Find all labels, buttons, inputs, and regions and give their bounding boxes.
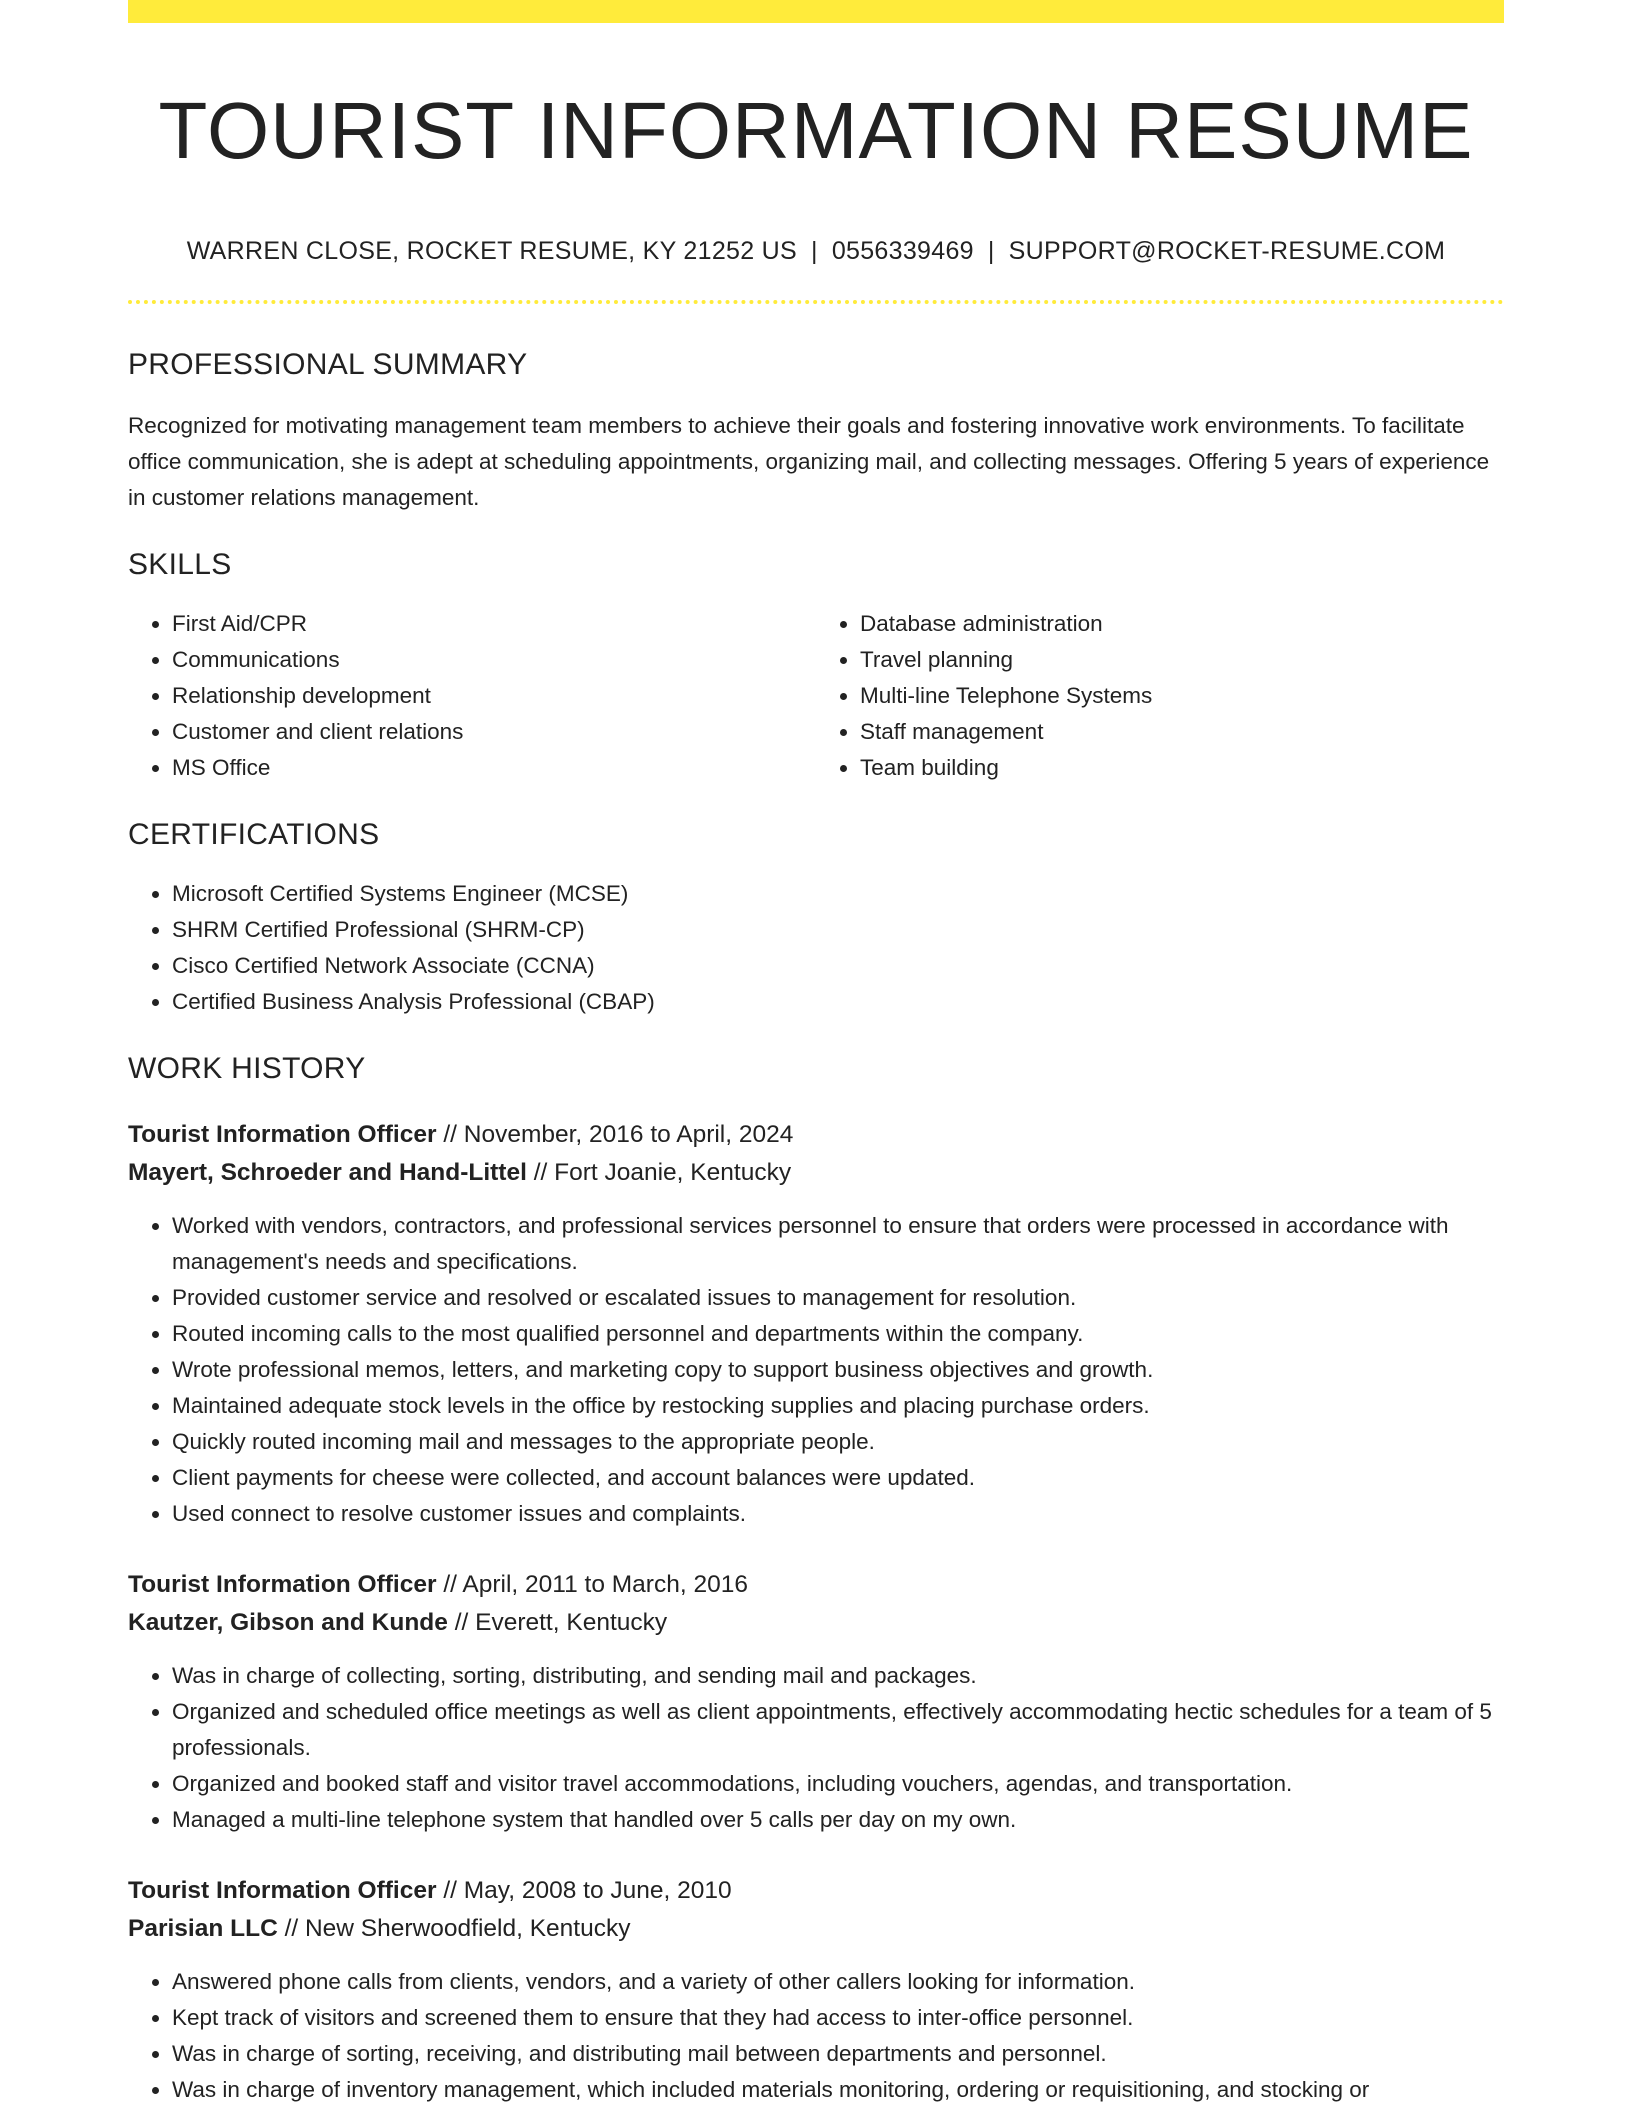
job-dates: // May, 2008 to June, 2010 — [436, 1877, 732, 1904]
job-bullet: • Was in charge of inventory management, which included materials monitoring, ordering or requisitioning, and stocking or — [172, 2072, 1504, 2108]
skills-list-left — [128, 606, 816, 786]
skill-item: • Communications — [172, 642, 816, 678]
job-company: Kautzer, Gibson and Kunde — [128, 1609, 448, 1636]
certifications-heading: CERTIFICATIONS — [128, 818, 380, 851]
job-entry — [128, 1872, 1504, 2108]
job-bullets — [128, 1658, 1504, 1838]
job-role: Tourist Information Officer — [128, 1121, 437, 1148]
job-company-line — [128, 1910, 1504, 1948]
job-title-line — [128, 1566, 1504, 1604]
skill-item: • Database administration — [860, 606, 1504, 642]
certification-item: • SHRM Certified Professional (SHRM-CP) — [172, 912, 1504, 948]
skill-item: • Team building — [860, 750, 1504, 786]
job-dates: // April, 2011 to March, 2016 — [436, 1571, 748, 1598]
skill-item: • Multi-line Telephone Systems — [860, 678, 1504, 714]
job-entry — [128, 1566, 1504, 1838]
job-bullet: • Routed incoming calls to the most qualified personnel and departments within the company. — [172, 1316, 1504, 1352]
certifications-list — [128, 876, 1504, 1020]
job-bullet: • Worked with vendors, contractors, and professional services personnel to ensure that orders were processed in accordance with management's needs and specifications. — [172, 1208, 1504, 1280]
contact-separator: | — [811, 237, 818, 265]
job-title-line — [128, 1872, 1504, 1910]
summary-heading: PROFESSIONAL SUMMARY — [128, 348, 528, 381]
contact-line — [128, 237, 1504, 266]
contact-email: SUPPORT@ROCKET-RESUME.COM — [1008, 237, 1446, 265]
job-bullet: • Maintained adequate stock levels in the office by restocking supplies and placing purchase orders. — [172, 1388, 1504, 1424]
certification-item: • Cisco Certified Network Associate (CCNA) — [172, 948, 1504, 984]
dotted-divider — [128, 300, 1504, 304]
job-location: // Fort Joanie, Kentucky — [526, 1159, 792, 1186]
job-bullet: • Quickly routed incoming mail and messages to the appropriate people. — [172, 1424, 1504, 1460]
skills-heading: SKILLS — [128, 548, 232, 581]
job-role: Tourist Information Officer — [128, 1877, 437, 1904]
job-company: Mayert, Schroeder and Hand-Littel — [128, 1159, 527, 1186]
job-bullet: • Was in charge of collecting, sorting, distributing, and sending mail and packages. — [172, 1658, 1504, 1694]
summary-text: Recognized for motivating management team members to achieve their goals and fostering innovative work environments. To facilitate office communication, she is adept at scheduling appointments, organizing mail, and collecting messages. Offering 5 years of experience in customer relations management. — [128, 413, 1490, 510]
job-bullets — [128, 1208, 1504, 1532]
contact-address: WARREN CLOSE, ROCKET RESUME, KY 21252 US — [186, 237, 798, 265]
resume-page — [128, 0, 1504, 2108]
skill-item: • Customer and client relations — [172, 714, 816, 750]
work-history-heading: WORK HISTORY — [128, 1052, 366, 1085]
job-bullet: • Client payments for cheese were collected, and account balances were updated. — [172, 1460, 1504, 1496]
job-title-line — [128, 1116, 1504, 1154]
job-bullet: • Answered phone calls from clients, vendors, and a variety of other callers looking for information. — [172, 1964, 1504, 2000]
skills-columns — [128, 606, 1504, 786]
certifications-section — [128, 818, 1504, 1020]
skills-list-right — [816, 606, 1504, 786]
job-role: Tourist Information Officer — [128, 1571, 437, 1598]
job-bullet: • Provided customer service and resolved or escalated issues to management for resolution. — [172, 1280, 1504, 1316]
job-bullets — [128, 1964, 1504, 2108]
job-bullet: • Organized and booked staff and visitor travel accommodations, including vouchers, agendas, and transportation. — [172, 1766, 1504, 1802]
skill-item: • Relationship development — [172, 678, 816, 714]
skill-item: • Travel planning — [860, 642, 1504, 678]
job-bullet: • Managed a multi-line telephone system that handled over 5 calls per day on my own. — [172, 1802, 1504, 1838]
job-company-line — [128, 1604, 1504, 1642]
skill-item: • First Aid/CPR — [172, 606, 816, 642]
work-history-section — [128, 1052, 1504, 2108]
skill-item: • Staff management — [860, 714, 1504, 750]
job-bullet: • Kept track of visitors and screened them to ensure that they had access to inter-office personnel. — [172, 2000, 1504, 2036]
job-bullet: • Was in charge of sorting, receiving, and distributing mail between departments and personnel. — [172, 2036, 1504, 2072]
job-bullet: • Organized and scheduled office meetings as well as client appointments, effectively accommodating hectic schedules for a team of 5 professionals. — [172, 1694, 1504, 1766]
summary-section — [128, 348, 1504, 516]
certification-item: • Microsoft Certified Systems Engineer (MCSE) — [172, 876, 1504, 912]
certification-item: • Certified Business Analysis Professional (CBAP) — [172, 984, 1504, 1020]
job-company: Parisian LLC — [128, 1915, 278, 1942]
resume-title: TOURIST INFORMATION RESUME — [158, 86, 1474, 175]
job-entry — [128, 1116, 1504, 1532]
skills-section — [128, 548, 1504, 786]
skill-item: • MS Office — [172, 750, 816, 786]
job-location: // New Sherwoodfield, Kentucky — [277, 1915, 631, 1942]
job-dates: // November, 2016 to April, 2024 — [436, 1121, 794, 1148]
job-bullet: • Used connect to resolve customer issues and complaints. — [172, 1496, 1504, 1532]
job-company-line — [128, 1154, 1504, 1192]
contact-phone: 0556339469 — [831, 237, 974, 265]
contact-separator: | — [987, 237, 995, 265]
job-bullet: • Wrote professional memos, letters, and marketing copy to support business objectives and growth. — [172, 1352, 1504, 1388]
top-accent-bar — [128, 0, 1504, 23]
job-location: // Everett, Kentucky — [447, 1609, 668, 1636]
